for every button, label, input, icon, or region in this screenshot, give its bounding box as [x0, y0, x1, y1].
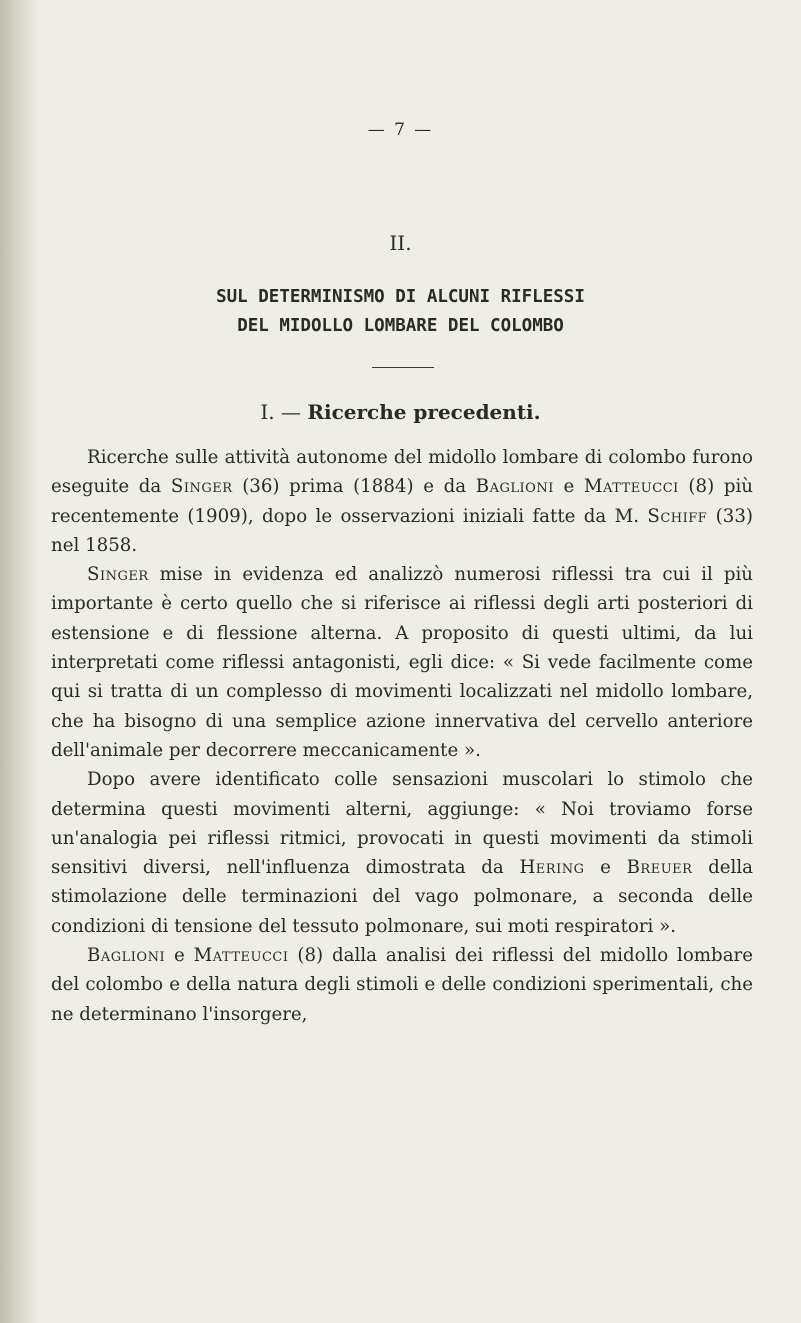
author-name: Breuer — [626, 857, 693, 879]
page-spine-shadow — [0, 0, 40, 1323]
section-label: I. — — [260, 400, 308, 424]
author-name: Matteucci — [193, 945, 289, 967]
body-text — [51, 443, 753, 1029]
author-name: Baglioni — [475, 476, 554, 498]
text-run: (36) prima (1884) e da — [232, 476, 476, 498]
text-run: e — [165, 945, 194, 967]
author-name: Hering — [519, 857, 585, 879]
text-run: Dopo avere identificato colle sensazioni muscolari lo stimolo che determina questi movimenti alterni, aggiunge: « Noi troviamo forse un'analogia pei riflessi ritmici, provocati in questi movimenti da stimoli sensitivi diversi, nell'influenza dimostrata da — [51, 769, 753, 879]
text-run: Ricerche sulle attività autonome del midollo lombare di colombo furono eseguite da — [51, 447, 753, 498]
chapter-numeral: II. — [389, 231, 412, 255]
paragraph-4 — [51, 941, 753, 1029]
text-run: (8) più recentemente (1909), dopo le osservazioni iniziali fatte da M. — [51, 476, 754, 527]
text-run: mise in evidenza ed analizzò numerosi riflessi tra cui il più importante è certo quello che si riferisce ai riflessi degli arti posteriori di estensione e di flessione alterna. A proposito di questi ultimi, da lui interpretati come riflessi antagonisti, egli dice: « Si vede facilmente come qui si tratta di un complesso di movimenti localizzati nel midollo lombare, che ha bisogno di una semplice azione innervativa del cervello anteriore dell'animale per decorrere meccanicamente ». — [51, 564, 753, 761]
text-run: (8) dalla analisi dei riflessi del midollo lombare del colombo e della natura degli stimoli e delle condizioni sperimentali, che ne determinano l'insorgere, — [51, 945, 753, 1025]
title-divider — [372, 367, 434, 368]
paragraph-2 — [51, 560, 753, 765]
author-name: Matteucci — [583, 476, 679, 498]
author-name: Schiff — [647, 505, 708, 527]
paragraph-3 — [51, 765, 753, 941]
author-name: Singer — [170, 476, 233, 498]
author-name: Baglioni — [87, 945, 166, 967]
text-run: della stimolazione delle terminazioni del vago polmonare, a seconda delle condizioni di tensione del tessuto polmonare, sui moti respiratori ». — [51, 857, 753, 937]
chapter-title-line-2: DEL MIDOLLO LOMBARE DEL COLOMBO — [237, 316, 564, 336]
text-run: (33) nel 1858. — [51, 505, 753, 556]
paragraph-1 — [51, 443, 753, 560]
chapter-title-line-1: SUL DETERMINISMO DI ALCUNI RIFLESSI — [216, 287, 585, 307]
author-name: Singer — [87, 564, 149, 586]
text-run: e — [584, 857, 627, 879]
page-number: — 7 — — [367, 120, 434, 140]
chapter-title — [0, 283, 801, 341]
section-title: Ricerche precedenti. — [307, 400, 541, 424]
text-run: e — [553, 476, 584, 498]
section-heading — [0, 400, 801, 424]
